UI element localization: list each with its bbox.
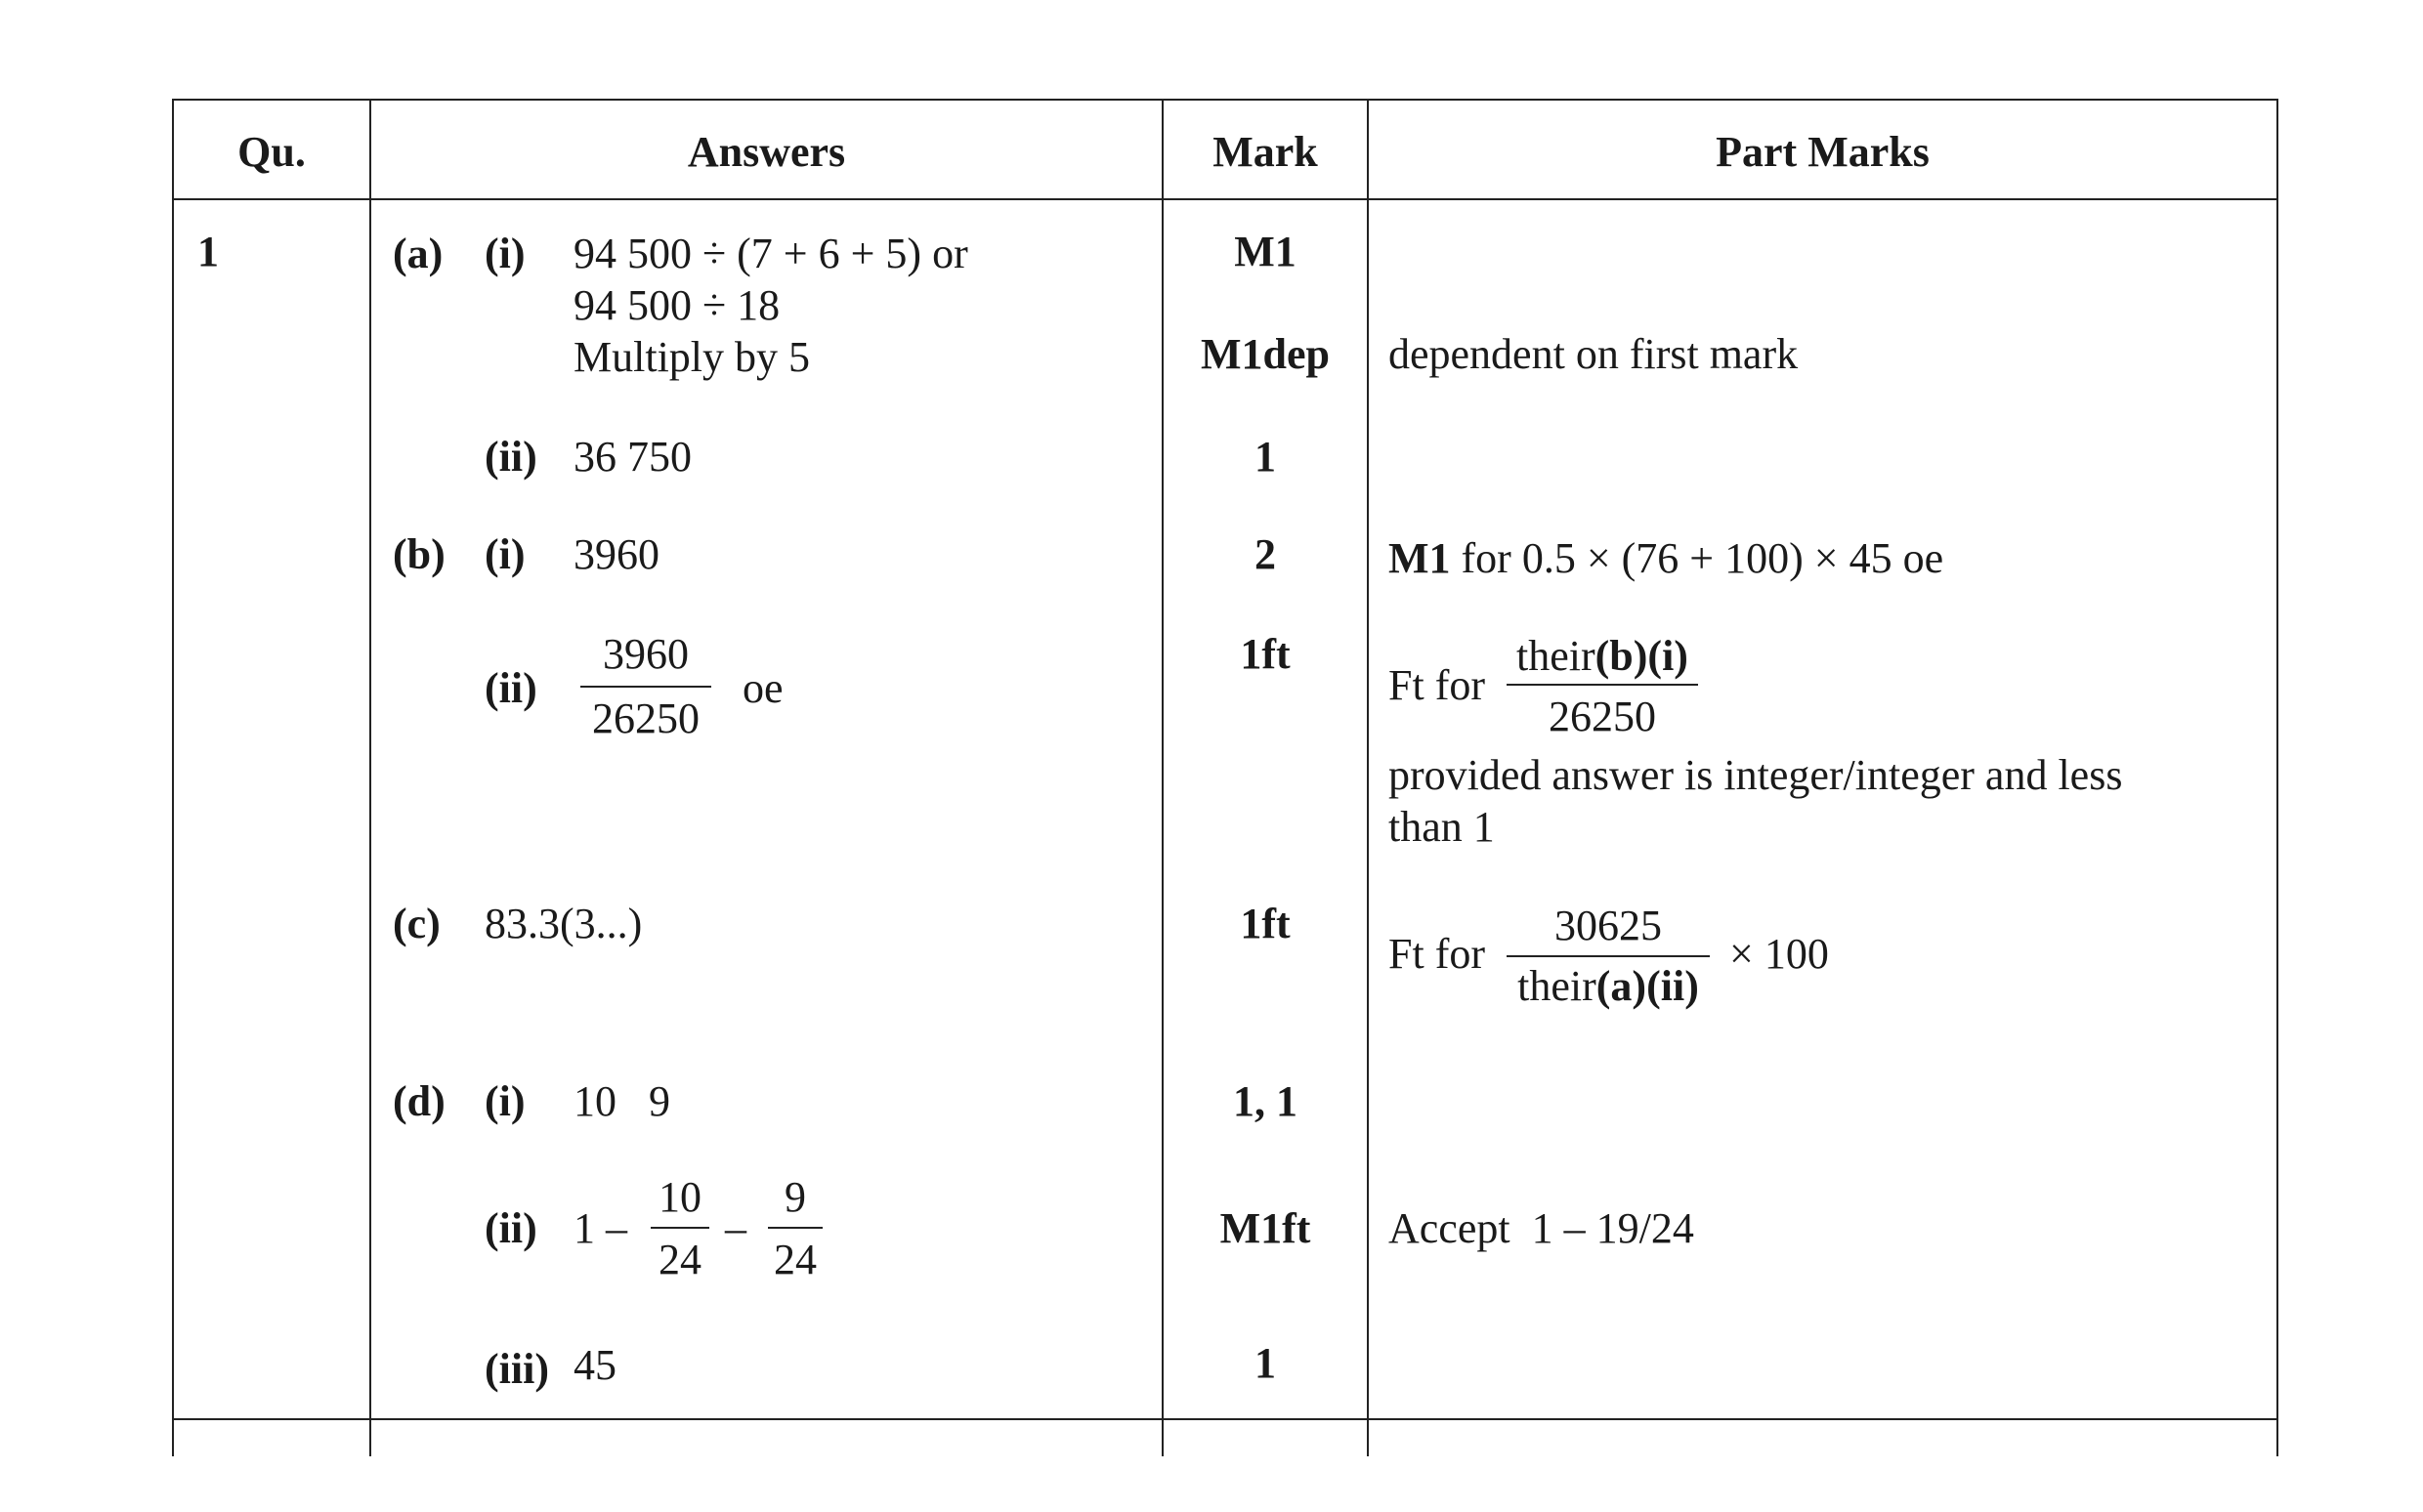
- part-label-d: (d): [393, 1077, 446, 1125]
- answer-d-ii-fraction-1: [651, 1173, 709, 1283]
- fraction-bar: [1507, 955, 1710, 957]
- part-mark-d-ii: Accept 1 – 19/24: [1388, 1204, 1694, 1252]
- answer-a-i-line1: 94 500 ÷ (7 + 6 + 5) or: [574, 230, 968, 277]
- mark-d-iii: 1: [1254, 1339, 1276, 1387]
- answer-d-ii-fraction-2: [768, 1173, 823, 1283]
- col-divider-answers: [1162, 99, 1164, 1456]
- ft-c-denominator-bold: (a)(ii): [1595, 962, 1699, 1010]
- note-b-ii-line1: provided answer is integer/integer and less: [1388, 751, 2123, 799]
- mark-c: 1ft: [1240, 900, 1291, 947]
- header-part-marks: Part Marks: [1716, 128, 1930, 176]
- sub-label-d-ii: (ii): [485, 1204, 537, 1252]
- part-label-c: (c): [393, 900, 441, 947]
- answer-b-ii-suffix: oe: [743, 664, 784, 712]
- ft-c-denominator-text: their: [1517, 962, 1596, 1010]
- mark-d-ii: M1ft: [1219, 1204, 1311, 1252]
- part-label-a: (a): [393, 230, 444, 277]
- sub-label-a-ii: (ii): [485, 433, 537, 481]
- ft-suffix-c: × 100: [1729, 930, 1829, 978]
- part-label-b: (b): [393, 530, 446, 578]
- ft-b-ii-numerator: [1507, 632, 1698, 680]
- header-qu: Qu.: [237, 128, 306, 176]
- mark-a-i-m1: M1: [1234, 228, 1297, 275]
- sub-label-d-iii: (iii): [485, 1345, 549, 1393]
- answer-d-ii-f1-denominator: 24: [659, 1236, 701, 1283]
- answer-d-i: 10 9: [574, 1077, 670, 1125]
- part-mark-b-i-bold: M1: [1388, 534, 1451, 582]
- answer-b-i: 3960: [574, 530, 659, 578]
- ft-b-ii-denominator: 26250: [1549, 693, 1656, 740]
- answer-d-iii: 45: [574, 1341, 616, 1389]
- fraction-bar: [580, 686, 711, 688]
- ft-fraction-c: [1507, 904, 1710, 1008]
- table-top-border: [172, 99, 2278, 101]
- answer-c: 83.3(3...): [485, 900, 643, 947]
- answer-d-ii-f2-denominator: 24: [774, 1236, 817, 1283]
- part-mark-b-i-text: for 0.5 × (76 + 100) × 45 oe: [1461, 534, 1944, 582]
- answer-d-ii-minus: –: [725, 1204, 746, 1252]
- part-mark-b-i: [1388, 534, 1944, 582]
- mark-a-i-m1dep: M1dep: [1201, 330, 1330, 378]
- mark-d-i: 1, 1: [1233, 1077, 1297, 1125]
- answer-b-ii-denominator: 26250: [592, 694, 700, 742]
- ft-b-ii-numerator-text: their: [1516, 632, 1595, 680]
- sub-label-d-i: (i): [485, 1077, 526, 1125]
- fraction-bar: [1507, 684, 1698, 686]
- answer-b-ii-numerator: 3960: [603, 630, 689, 678]
- note-b-ii-line2: than 1: [1388, 803, 1495, 851]
- col-divider-qu: [369, 99, 371, 1456]
- mark-b-i: 2: [1254, 530, 1276, 578]
- answer-b-ii-fraction: [580, 630, 711, 742]
- answer-d-ii-lead: 1 –: [574, 1204, 627, 1252]
- mark-b-ii: 1ft: [1240, 630, 1291, 678]
- ft-prefix-c: Ft for: [1388, 930, 1485, 978]
- fraction-bar: [768, 1227, 823, 1229]
- header-answers: Answers: [687, 128, 846, 176]
- sub-label-a-i: (i): [485, 230, 526, 277]
- col-divider-mark: [1367, 99, 1369, 1456]
- question-number: 1: [197, 228, 219, 275]
- row-bottom-border: [172, 1418, 2278, 1420]
- answer-a-ii: 36 750: [574, 433, 692, 481]
- header-bottom-border: [172, 198, 2278, 200]
- fraction-bar: [651, 1227, 709, 1229]
- answer-a-i-line2: 94 500 ÷ 18: [574, 281, 781, 329]
- ft-fraction-b-ii: [1507, 632, 1698, 740]
- part-mark-a-i: dependent on first mark: [1388, 330, 1799, 378]
- sub-label-b-i: (i): [485, 530, 526, 578]
- sub-label-b-ii: (ii): [485, 664, 537, 712]
- ft-c-numerator: 30625: [1554, 902, 1662, 949]
- answer-d-ii-f2-numerator: 9: [785, 1173, 806, 1221]
- answer-d-ii-f1-numerator: 10: [659, 1173, 701, 1221]
- ft-c-denominator: [1507, 962, 1710, 1010]
- ft-prefix-b-ii: Ft for: [1388, 661, 1485, 709]
- answer-a-i-line3: Multiply by 5: [574, 333, 811, 381]
- table-right-border: [2276, 99, 2278, 1456]
- ft-b-ii-numerator-bold: (b)(i): [1594, 632, 1688, 680]
- table-left-border: [172, 99, 174, 1456]
- header-mark: Mark: [1212, 128, 1318, 176]
- mark-a-ii: 1: [1254, 433, 1276, 481]
